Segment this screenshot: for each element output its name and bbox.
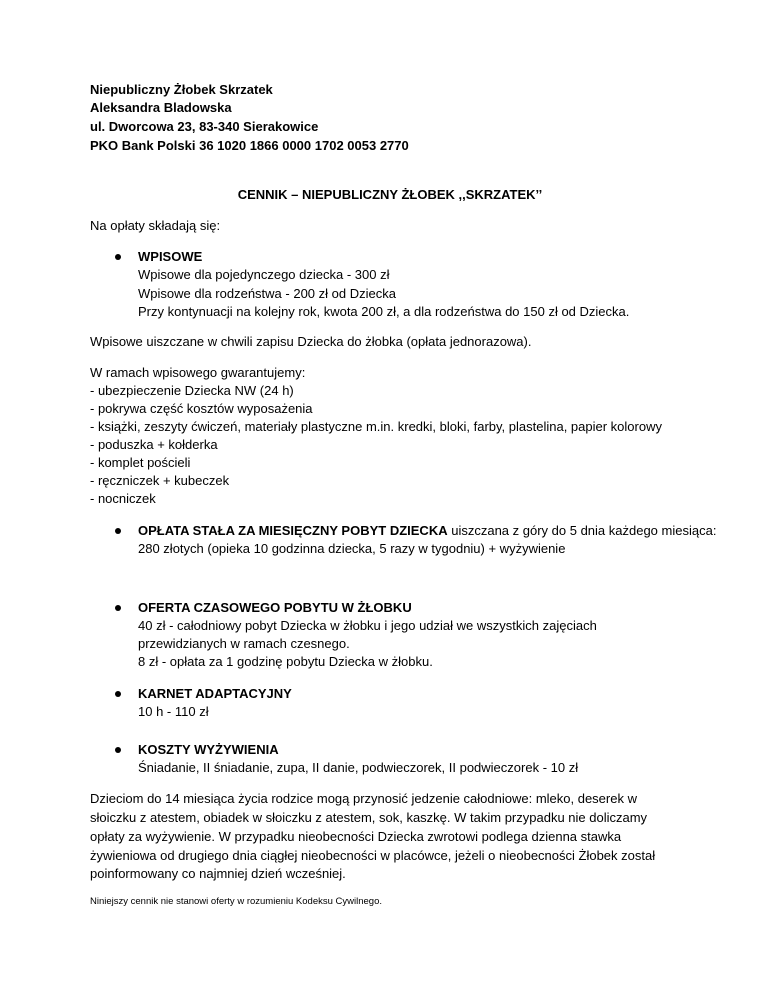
closing-line: słoiczku z atestem, obiadek w słoiczku z atestem, sok, kaszkę. W takim przypadku nie doliczamy <box>90 810 648 825</box>
guarantee-item: - nocniczek <box>90 491 156 506</box>
temporary-line: 8 zł - opłata za 1 godzinę pobytu Dziecka w żłobku. <box>138 654 433 669</box>
guarantee-item: - komplet pościeli <box>90 455 191 470</box>
wpisowe-line: Wpisowe dla rodzeństwa - 200 zł od Dziecka <box>138 286 396 301</box>
wpisowe-line: Przy kontynuacji na kolejny rok, kwota 200 zł, a dla rodzeństwa do 150 zł od Dziecka. <box>138 304 630 319</box>
closing-line: poinformowany co najmniej dzień wcześniej. <box>90 866 346 881</box>
temporary-heading: OFERTA CZASOWEGO POBYTU W ŻŁOBKU <box>138 600 412 615</box>
guarantee-item: - książki, zeszyty ćwiczeń, materiały plastyczne m.in. kredki, bloki, farby, plastelina, papier kolorowy <box>90 419 662 434</box>
temporary-line: 40 zł - całodniowy pobyt Dziecka w żłobku i jego udział we wszystkich zajęciach <box>138 618 597 633</box>
karnet-heading: KARNET ADAPTACYJNY <box>138 686 292 701</box>
header-name: Niepubliczny Żłobek Skrzatek <box>90 82 273 97</box>
guarantee-item: - pokrywa część kosztów wyposażenia <box>90 401 313 416</box>
wpisowe-heading: WPISOWE <box>138 249 203 264</box>
wpisowe-note: Wpisowe uiszczane w chwili zapisu Dziecka do żłobka (opłata jednorazowa). <box>90 334 532 349</box>
bullet-icon <box>115 747 121 753</box>
guarantee-item: - ubezpieczenie Dziecka NW (24 h) <box>90 383 294 398</box>
closing-line: opłaty za wyżywienie. W przypadku nieobecności Dziecka zwrotowi podlega dzienna stawka <box>90 829 622 844</box>
monthly-heading-rest: uiszczana z góry do 5 dnia każdego miesiąca: <box>447 523 717 538</box>
bullet-icon <box>115 691 121 697</box>
guarantee-item: - ręczniczek + kubeczek <box>90 473 230 488</box>
bullet-icon <box>115 254 121 260</box>
wpisowe-line: Wpisowe dla pojedynczego dziecka - 300 zł <box>138 267 390 282</box>
guarantee-heading: W ramach wpisowego gwarantujemy: <box>90 365 306 380</box>
karnet-line: 10 h - 110 zł <box>138 704 209 719</box>
bullet-icon <box>115 605 121 611</box>
footer-note: Niniejszy cennik nie stanowi oferty w rozumieniu Kodeksu Cywilnego. <box>90 896 382 907</box>
header-bank: PKO Bank Polski 36 1020 1866 0000 1702 0053 2770 <box>90 138 409 153</box>
closing-line: żywieniowa od drugiego dnia ciągłej nieobecności w placówce, jeżeli o nieobecności Żłobek został <box>90 848 656 863</box>
food-line: Śniadanie, II śniadanie, zupa, II danie, podwieczorek, II podwieczorek - 10 zł <box>138 760 579 775</box>
monthly-heading: OPŁATA STAŁA ZA MIESIĘCZNY POBYT DZIECKA <box>138 523 448 538</box>
intro-text: Na opłaty składają się: <box>90 218 221 233</box>
guarantee-item: - poduszka + kołderka <box>90 437 218 452</box>
monthly-line: 280 złotych (opieka 10 godzinna dziecka, 5 razy w tygodniu) + wyżywienie <box>138 541 566 556</box>
header-address: ul. Dworcowa 23, 83-340 Sierakowice <box>90 119 319 134</box>
food-heading: KOSZTY WYŻYWIENIA <box>138 742 279 757</box>
header-person: Aleksandra Bladowska <box>90 100 232 115</box>
bullet-icon <box>115 528 121 534</box>
document-title: CENNIK – NIEPUBLICZNY ŻŁOBEK ,,SKRZATEK’’ <box>237 187 543 202</box>
closing-line: Dzieciom do 14 miesiąca życia rodzice mogą przynosić jedzenie całodniowe: mleko, deserek w <box>90 791 637 806</box>
temporary-line: przewidzianych w ramach czesnego. <box>138 636 350 651</box>
monthly-heading-line <box>138 522 716 540</box>
